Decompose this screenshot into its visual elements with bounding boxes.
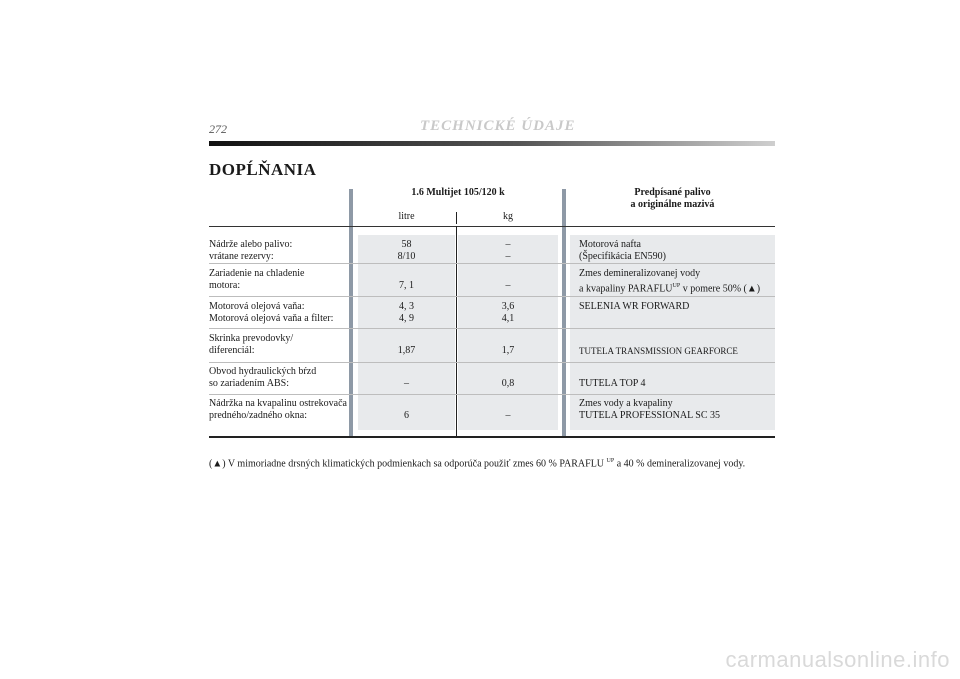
row-litre: 58 8/10	[397, 239, 416, 262]
row-fuel: SELENIA WR FORWARD	[579, 301, 690, 312]
row-litre: 4, 3 4, 9	[399, 301, 414, 324]
row-kg: – –	[505, 239, 511, 262]
page-number: 272	[209, 122, 227, 136]
unit-divider	[456, 212, 457, 224]
row-separator	[209, 296, 775, 297]
row-kg: –	[505, 410, 511, 421]
row-litre: 7, 1	[399, 280, 414, 291]
row-fuel: Motorová nafta (Špecifikácia EN590)	[579, 239, 666, 262]
fuel-header	[570, 187, 775, 211]
row-kg: –	[505, 280, 511, 291]
table-bottom-rule	[209, 436, 775, 438]
row-fuel: Zmes demineralizovanej vody a kvapaliny PARAFLU$^{UP}$ v pomere 50% (▲)	[579, 268, 761, 295]
row-fuel: TUTELA TRANSMISSION GEARFORCE	[579, 346, 738, 356]
engine-header: 1.6 Multijet 105/120 k	[411, 187, 505, 198]
header-rule	[209, 141, 775, 146]
row-label: Nádržka na kvapalinu ostrekovača predného/zadného okna:	[209, 398, 347, 421]
unit-litre: litre	[398, 211, 415, 222]
row-separator	[209, 394, 775, 395]
column-divider	[456, 226, 457, 436]
row-separator	[209, 362, 775, 363]
row-label: Motorová olejová vaňa: Motorová olejová vaňa a filter:	[209, 301, 334, 324]
fuel-header-line1: Predpísané palivo	[634, 187, 711, 198]
header-line	[209, 226, 775, 227]
row-litre: –	[404, 378, 409, 389]
row-litre: 6	[404, 410, 409, 421]
unit-kg: kg	[503, 211, 513, 222]
running-head: TECHNICKÉ ÚDAJE	[420, 118, 576, 134]
row-separator	[209, 328, 775, 329]
row-litre: 1,87	[397, 345, 416, 356]
row-kg: 1,7	[501, 345, 515, 356]
fuel-header-line2: a originálne mazivá	[630, 199, 715, 210]
row-label: Skrinka prevodovky/ diferenciál:	[209, 333, 294, 356]
watermark: carmanualsonline.info	[725, 647, 950, 672]
row-separator	[209, 263, 775, 264]
row-fuel: Zmes vody a kvapaliny TUTELA PROFESSIONAL SC 35	[579, 398, 721, 421]
row-label: Nádrže alebo palivo: vrátane rezervy:	[209, 239, 293, 262]
row-kg: 3,6 4,1	[501, 301, 515, 324]
row-label: Zariadenie na chladenie motora:	[209, 268, 305, 291]
row-fuel: TUTELA TOP 4	[579, 378, 646, 389]
row-kg: 0,8	[501, 378, 515, 389]
row-label: Obvod hydraulických bŕzd so zariadením ABS:	[209, 366, 317, 389]
section-title: DOPĹŇANIA	[209, 160, 317, 179]
footnote: (▲) V mimoriadne drsných klimatických podmienkach sa odporúča použiť zmes 60 % PARAFLU $^{UP}$ a 40 % demineralizovanej vody.	[209, 458, 746, 470]
